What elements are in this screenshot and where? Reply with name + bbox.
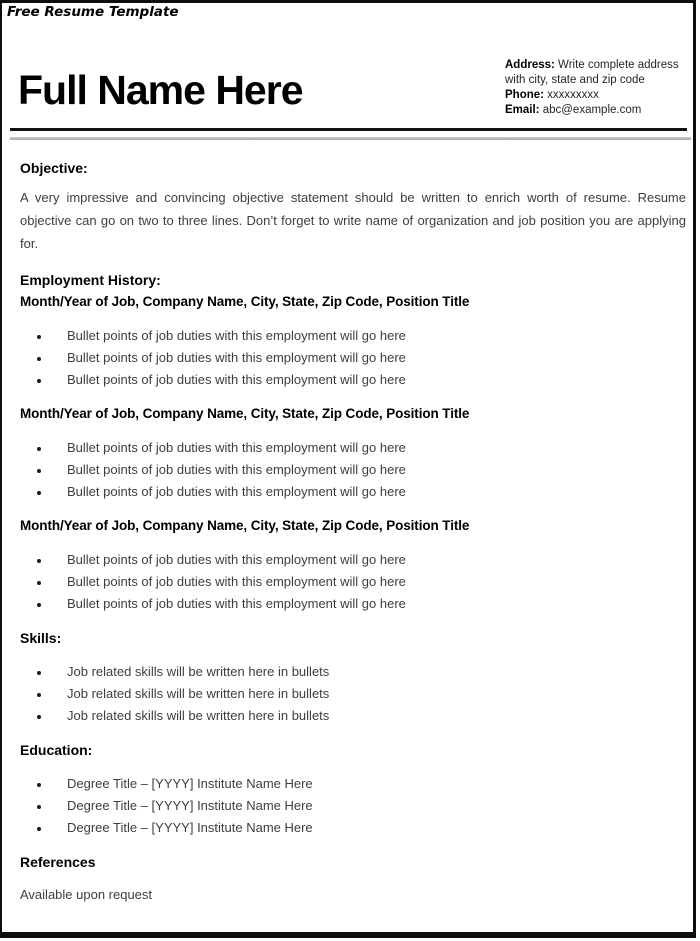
education-bullet: • Degree Title – [YYYY] Institute Name Here — [51, 795, 686, 817]
education-bullet-list — [20, 773, 686, 839]
employment-heading: Employment History: — [20, 272, 161, 288]
full-name-title: Full Name Here — [18, 67, 303, 113]
job-bullet-list — [20, 325, 686, 391]
email-value: abc@example.com — [539, 104, 642, 116]
job-title: Month/Year of Job, Company Name, City, State, Zip Code, Position Title — [20, 294, 470, 309]
contact-address — [505, 58, 685, 88]
job-bullet: • Bullet points of job duties with this employment will go here — [51, 571, 686, 593]
references-text: Available upon request — [20, 887, 153, 902]
objective-heading: Objective: — [20, 160, 88, 176]
job-bullet: • Bullet points of job duties with this employment will go here — [51, 347, 686, 369]
address-value: Write complete address with city, state and zip code — [505, 59, 679, 86]
skills-bullet-list — [20, 661, 686, 727]
job-bullet: • Bullet points of job duties with this employment will go here — [51, 325, 686, 347]
job-bullet: • Bullet points of job duties with this employment will go here — [51, 369, 686, 391]
objective-text: A very impressive and convincing objective statement should be written to enrich worth of resume. Resume objective can go on two to three lines. Don’t forget to write name of organization and job position you are applying for. — [20, 190, 686, 251]
skill-bullet: • Job related skills will be written here in bullets — [51, 705, 686, 727]
job-bullet: • Bullet points of job duties with this employment will go here — [51, 437, 686, 459]
job-title: Month/Year of Job, Company Name, City, State, Zip Code, Position Title — [20, 406, 470, 421]
email-label: Email: — [505, 104, 540, 116]
job-bullet-list — [20, 437, 686, 503]
phone-label: Phone: — [505, 89, 544, 101]
job-bullet: • Bullet points of job duties with this employment will go here — [51, 593, 686, 615]
header-separator-thick — [10, 128, 687, 131]
contact-email — [505, 103, 685, 118]
job-bullet-list — [20, 549, 686, 615]
education-heading: Education: — [20, 742, 93, 758]
contact-block — [505, 58, 685, 118]
job-bullet: • Bullet points of job duties with this employment will go here — [51, 549, 686, 571]
address-label: Address: — [505, 59, 555, 71]
watermark-label: Free Resume Template — [7, 4, 179, 20]
references-heading: References — [20, 854, 96, 870]
skills-heading: Skills: — [20, 630, 62, 646]
skill-bullet: • Job related skills will be written here in bullets — [51, 661, 686, 683]
contact-phone — [505, 88, 685, 103]
education-bullet: • Degree Title – [YYYY] Institute Name Here — [51, 817, 686, 839]
job-bullet: • Bullet points of job duties with this employment will go here — [51, 481, 686, 503]
phone-value: xxxxxxxxx — [543, 89, 599, 101]
resume-body — [20, 150, 686, 906]
job-title: Month/Year of Job, Company Name, City, State, Zip Code, Position Title — [20, 518, 470, 533]
education-bullet: • Degree Title – [YYYY] Institute Name Here — [51, 773, 686, 795]
skill-bullet: • Job related skills will be written here in bullets — [51, 683, 686, 705]
header-separator-thin — [10, 137, 691, 140]
job-bullet: • Bullet points of job duties with this employment will go here — [51, 459, 686, 481]
